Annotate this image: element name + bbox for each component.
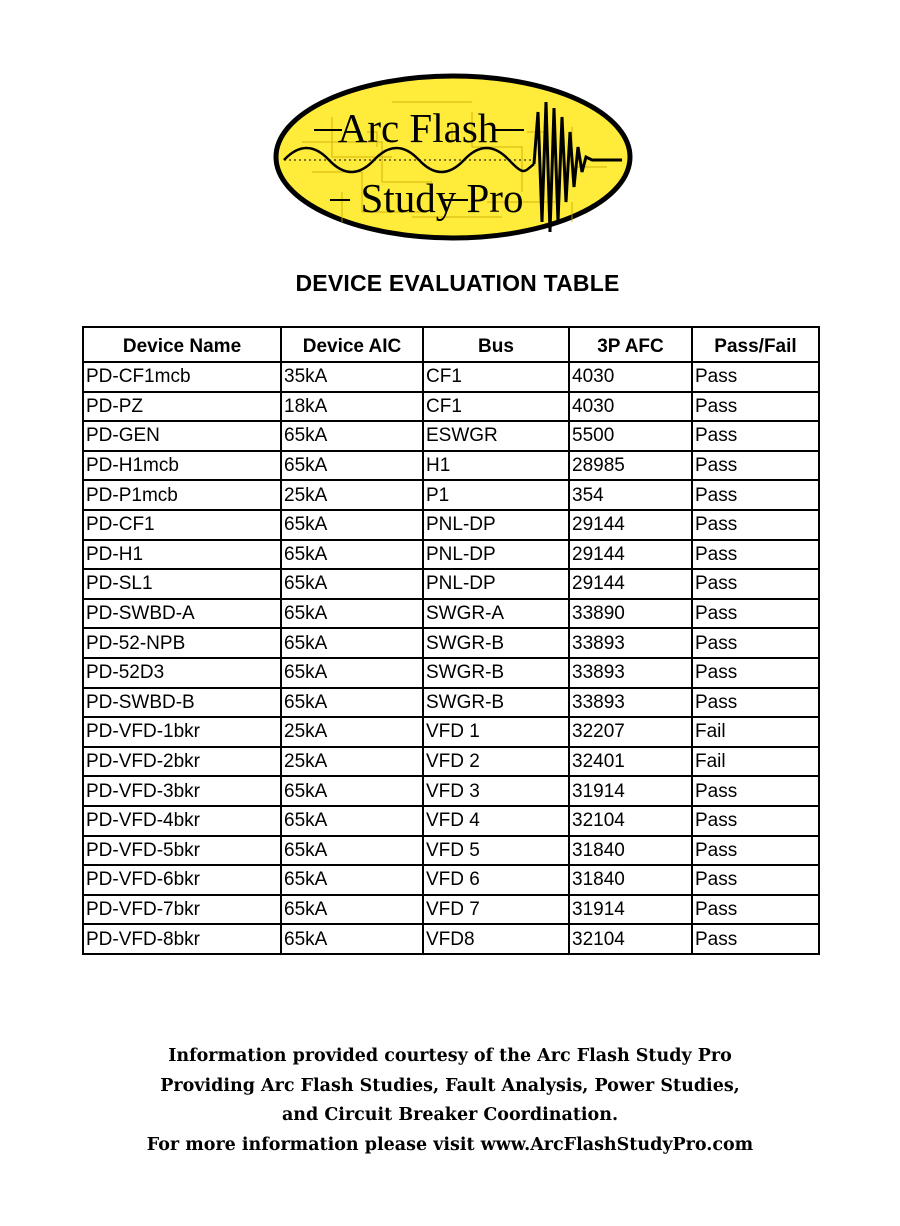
cell-device-name: PD-P1mcb	[83, 480, 281, 510]
footer-line: Information provided courtesy of the Arc Flash Study Pro	[168, 1046, 732, 1066]
cell-3p-afc: 28985	[569, 451, 692, 481]
table-row	[83, 688, 819, 718]
cell-3p-afc: 32401	[569, 747, 692, 777]
footer-line: Providing Arc Flash Studies, Fault Analysis, Power Studies,	[160, 1075, 740, 1096]
cell-device-name: PD-SL1	[83, 569, 281, 599]
table-row	[83, 451, 819, 481]
logo-line1: Arc Flash	[337, 105, 499, 151]
cell-3p-afc: 4030	[569, 392, 692, 422]
page-title: DEVICE EVALUATION TABLE	[295, 270, 620, 296]
cell-device-aic: 18kA	[281, 392, 423, 422]
header-device-name: Device Name	[83, 327, 281, 362]
cell-bus: VFD 1	[423, 717, 569, 747]
cell-device-name: PD-GEN	[83, 421, 281, 451]
cell-pass-fail: Pass	[692, 628, 819, 658]
cell-pass-fail: Pass	[692, 510, 819, 540]
cell-bus: VFD 5	[423, 836, 569, 866]
cell-bus: PNL-DP	[423, 510, 569, 540]
table-row	[83, 540, 819, 570]
cell-device-aic: 65kA	[281, 510, 423, 540]
logo-graphic	[272, 72, 634, 242]
cell-bus: CF1	[423, 362, 569, 392]
footer-line: and Circuit Breaker Coordination.	[281, 1105, 619, 1125]
cell-pass-fail: Pass	[692, 421, 819, 451]
footer-credits	[0, 1042, 900, 1160]
table-row	[83, 747, 819, 777]
table-row	[83, 924, 819, 954]
cell-3p-afc: 33893	[569, 688, 692, 718]
cell-bus: SWGR-B	[423, 628, 569, 658]
cell-pass-fail: Pass	[692, 688, 819, 718]
cell-device-aic: 65kA	[281, 806, 423, 836]
table-row	[83, 569, 819, 599]
cell-bus: VFD 6	[423, 865, 569, 895]
cell-3p-afc: 32104	[569, 806, 692, 836]
cell-device-aic: 65kA	[281, 628, 423, 658]
cell-bus: H1	[423, 451, 569, 481]
cell-pass-fail: Pass	[692, 540, 819, 570]
cell-device-aic: 65kA	[281, 540, 423, 570]
cell-device-aic: 65kA	[281, 865, 423, 895]
cell-device-name: PD-H1	[83, 540, 281, 570]
cell-device-name: PD-VFD-5bkr	[83, 836, 281, 866]
cell-device-aic: 65kA	[281, 895, 423, 925]
logo-line2: Study Pro	[360, 175, 524, 221]
cell-device-aic: 65kA	[281, 421, 423, 451]
cell-3p-afc: 33890	[569, 599, 692, 629]
table-row	[83, 392, 819, 422]
cell-bus: SWGR-B	[423, 658, 569, 688]
cell-device-name: PD-H1mcb	[83, 451, 281, 481]
cell-3p-afc: 354	[569, 480, 692, 510]
cell-3p-afc: 32104	[569, 924, 692, 954]
cell-bus: VFD8	[423, 924, 569, 954]
table-row	[83, 717, 819, 747]
cell-pass-fail: Pass	[692, 895, 819, 925]
table-body	[83, 362, 819, 954]
cell-pass-fail: Pass	[692, 806, 819, 836]
header-device-aic: Device AIC	[281, 327, 423, 362]
cell-device-name: PD-VFD-3bkr	[83, 776, 281, 806]
footer-line: For more information please visit www.ArcFlashStudyPro.com	[146, 1134, 754, 1155]
cell-device-aic: 65kA	[281, 924, 423, 954]
header-3p-afc: 3P AFC	[569, 327, 692, 362]
table-row	[83, 480, 819, 510]
arc-flash-study-pro-logo	[272, 72, 634, 242]
cell-bus: ESWGR	[423, 421, 569, 451]
cell-pass-fail: Pass	[692, 865, 819, 895]
cell-device-name: PD-VFD-6bkr	[83, 865, 281, 895]
table-row	[83, 776, 819, 806]
cell-3p-afc: 4030	[569, 362, 692, 392]
cell-device-name: PD-CF1mcb	[83, 362, 281, 392]
table-row	[83, 421, 819, 451]
cell-device-name: PD-SWBD-A	[83, 599, 281, 629]
cell-bus: CF1	[423, 392, 569, 422]
cell-bus: P1	[423, 480, 569, 510]
cell-device-name: PD-SWBD-B	[83, 688, 281, 718]
cell-device-aic: 65kA	[281, 658, 423, 688]
cell-device-aic: 65kA	[281, 776, 423, 806]
cell-3p-afc: 31914	[569, 895, 692, 925]
cell-device-name: PD-CF1	[83, 510, 281, 540]
cell-device-name: PD-52-NPB	[83, 628, 281, 658]
cell-device-aic: 25kA	[281, 480, 423, 510]
table-row	[83, 865, 819, 895]
cell-pass-fail: Fail	[692, 717, 819, 747]
cell-pass-fail: Pass	[692, 599, 819, 629]
cell-bus: VFD 4	[423, 806, 569, 836]
cell-device-aic: 65kA	[281, 688, 423, 718]
cell-pass-fail: Fail	[692, 747, 819, 777]
cell-device-aic: 65kA	[281, 599, 423, 629]
cell-device-name: PD-52D3	[83, 658, 281, 688]
cell-3p-afc: 29144	[569, 510, 692, 540]
header-bus: Bus	[423, 327, 569, 362]
cell-bus: SWGR-A	[423, 599, 569, 629]
cell-3p-afc: 29144	[569, 569, 692, 599]
table-row	[83, 836, 819, 866]
table-row	[83, 895, 819, 925]
cell-pass-fail: Pass	[692, 362, 819, 392]
cell-device-aic: 65kA	[281, 569, 423, 599]
table-row	[83, 599, 819, 629]
cell-device-aic: 25kA	[281, 747, 423, 777]
cell-3p-afc: 33893	[569, 658, 692, 688]
cell-3p-afc: 31840	[569, 865, 692, 895]
cell-device-aic: 35kA	[281, 362, 423, 392]
cell-device-name: PD-PZ	[83, 392, 281, 422]
cell-device-name: PD-VFD-7bkr	[83, 895, 281, 925]
cell-3p-afc: 33893	[569, 628, 692, 658]
cell-device-aic: 65kA	[281, 451, 423, 481]
cell-device-name: PD-VFD-4bkr	[83, 806, 281, 836]
cell-pass-fail: Pass	[692, 836, 819, 866]
table-row	[83, 362, 819, 392]
table-row	[83, 806, 819, 836]
cell-device-name: PD-VFD-1bkr	[83, 717, 281, 747]
device-evaluation-table	[82, 326, 820, 955]
cell-3p-afc: 31840	[569, 836, 692, 866]
cell-device-aic: 65kA	[281, 836, 423, 866]
cell-bus: PNL-DP	[423, 569, 569, 599]
cell-bus: VFD 7	[423, 895, 569, 925]
table-row	[83, 628, 819, 658]
cell-bus: SWGR-B	[423, 688, 569, 718]
cell-pass-fail: Pass	[692, 569, 819, 599]
cell-3p-afc: 31914	[569, 776, 692, 806]
table-row	[83, 510, 819, 540]
cell-device-aic: 25kA	[281, 717, 423, 747]
cell-device-name: PD-VFD-8bkr	[83, 924, 281, 954]
cell-pass-fail: Pass	[692, 480, 819, 510]
table-row	[83, 658, 819, 688]
cell-pass-fail: Pass	[692, 776, 819, 806]
cell-device-name: PD-VFD-2bkr	[83, 747, 281, 777]
cell-3p-afc: 32207	[569, 717, 692, 747]
cell-pass-fail: Pass	[692, 451, 819, 481]
cell-bus: VFD 2	[423, 747, 569, 777]
header-pass-fail: Pass/Fail	[692, 327, 819, 362]
table-header-row	[83, 327, 819, 362]
cell-pass-fail: Pass	[692, 658, 819, 688]
cell-bus: VFD 3	[423, 776, 569, 806]
cell-3p-afc: 5500	[569, 421, 692, 451]
cell-3p-afc: 29144	[569, 540, 692, 570]
cell-pass-fail: Pass	[692, 392, 819, 422]
cell-bus: PNL-DP	[423, 540, 569, 570]
cell-pass-fail: Pass	[692, 924, 819, 954]
